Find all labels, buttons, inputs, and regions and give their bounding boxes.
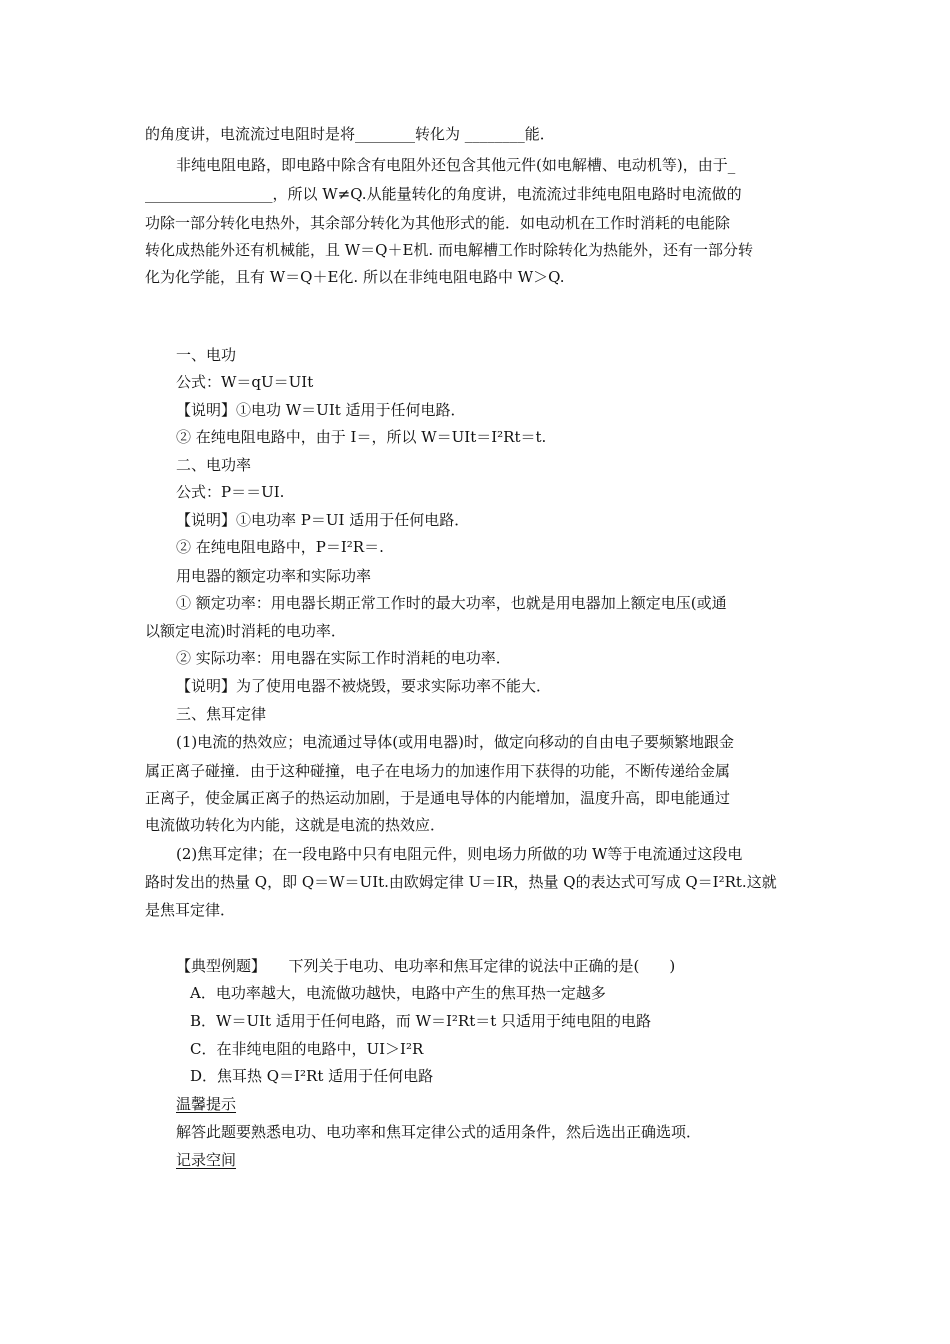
rated-power-line-2: 以额定电流)时消耗的电功率．	[145, 622, 346, 640]
example-option-b: B．W＝UIt 适用于任何电路，而 W＝I²Rt＝t 只适用于纯电阻的电路	[190, 1012, 652, 1030]
heat-effect-line-3: 正离子，使金属正离子的热运动加剧，于是通电导体的内能增加，温度升高，即电能通过	[145, 789, 731, 807]
heat-effect-line-4: 电流做功转化为内能，这就是电流的热效应．	[145, 816, 446, 834]
example-question-stem: 【典型例题】 下列关于电功、电功率和焦耳定律的说法中正确的是( )	[176, 957, 676, 975]
intro-line-6: 化为化学能，且有 W＝Q＋E化. 所以在非纯电阻电路中 W＞Q.	[145, 268, 565, 286]
intro-line-5: 转化成热能外还有机械能，且 W＝Q＋E机. 而电解槽工作时除转化为热能外，还有一部分转	[145, 241, 753, 259]
hint-text: 解答此题要熟悉电功、电功率和焦耳定律公式的适用条件，然后选出正确选项．	[176, 1123, 702, 1141]
intro-line-4: 功除一部分转化电热外，其余部分转化为其他形式的能．如电动机在工作时消耗的电能除	[145, 214, 731, 232]
joule-law-line-2: 路时发出的热量 Q，即 Q＝W＝UIt.由欧姆定律 U＝IR，热量 Q的表达式可写成 Q＝I²Rt.这就	[145, 873, 777, 891]
electric-power-note-3: 【说明】为了使用电器不被烧毁，要求实际功率不能大．	[176, 677, 552, 695]
joule-law-line-1: (2)焦耳定律；在一段电路中只有电阻元件，则电场力所做的功 W等于电流通过这段电	[176, 845, 743, 863]
section-title-electric-power: 二、电功率	[176, 456, 252, 474]
heat-effect-line-2: 属正离子碰撞．由于这种碰撞，电子在电场力的加速作用下获得的功能，不断传递给金属	[145, 762, 731, 780]
electric-power-note-2: ② 在纯电阻电路中，P＝I²R＝.	[176, 538, 384, 556]
electric-power-note-1: 【说明】①电功率 P＝UI 适用于任何电路．	[176, 511, 470, 529]
intro-line-2: 非纯电阻电路，即电路中除含有电阻外还包含其他元件(如电解槽、电动机等)，由于_	[176, 156, 736, 174]
actual-power-line: ② 实际功率：用电器在实际工作时消耗的电功率．	[176, 649, 511, 667]
heat-effect-line-1: (1)电流的热效应；电流通过导体(或用电器)时，做定向移动的自由电子要频繁地跟金	[176, 733, 734, 751]
electric-power-formula: 公式：P＝＝UI.	[176, 483, 285, 501]
record-space-title: 记录空间	[176, 1151, 237, 1169]
electric-work-note-1: 【说明】①电功 W＝UIt 适用于任何电路．	[176, 401, 466, 419]
intro-line-1: 的角度讲，电流流过电阻时是将________转化为 ________能．	[145, 125, 555, 143]
example-option-c: C．在非纯电阻的电路中，UI＞I²R	[190, 1040, 424, 1058]
section-title-electric-work: 一、电功	[176, 346, 237, 364]
electric-work-note-2: ② 在纯电阻电路中，由于 I＝，所以 W＝UIt＝I²Rt＝t.	[176, 428, 547, 446]
rated-actual-power-heading: 用电器的额定功率和实际功率	[176, 567, 372, 585]
joule-law-line-3: 是焦耳定律．	[145, 901, 236, 919]
electric-work-formula: 公式：W＝qU＝UIt	[176, 373, 314, 391]
example-option-d: D．焦耳热 Q＝I²Rt 适用于任何电路	[190, 1067, 434, 1085]
section-title-joule-law: 三、焦耳定律	[176, 705, 267, 723]
hint-title: 温馨提示	[176, 1095, 237, 1113]
intro-line-3: _________________，所以 W≠Q.从能量转化的角度讲，电流流过非纯电阻电路时电流做的	[145, 185, 742, 203]
rated-power-line-1: ① 额定功率：用电器长期正常工作时的最大功率，也就是用电器加上额定电压(或通	[176, 594, 727, 612]
example-option-a: A．电功率越大，电流做功越快，电路中产生的焦耳热一定越多	[190, 984, 606, 1002]
